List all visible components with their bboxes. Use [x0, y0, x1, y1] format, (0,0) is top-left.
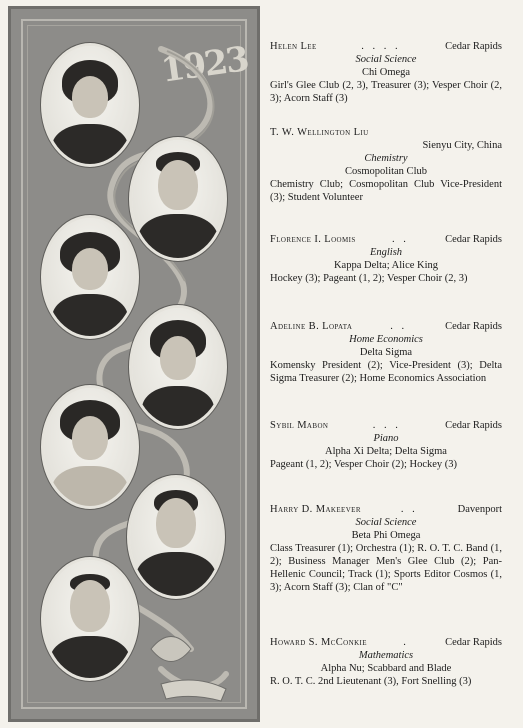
- portrait-adeline-lopata: [129, 305, 227, 429]
- entry-harry-makeever: [270, 503, 502, 594]
- entry-major: Piano: [373, 433, 399, 444]
- entry-major: Social Science: [355, 54, 417, 65]
- entry-howard-mcconkie: [270, 636, 502, 688]
- entry-name: Helen Lee: [270, 41, 317, 52]
- entry-orgs: Beta Phi Omega: [351, 530, 421, 541]
- entry-orgs: Chi Omega: [361, 67, 411, 78]
- entry-activities: Pageant (1, 2); Vesper Choir (2); Hockey (3): [270, 459, 458, 470]
- leader-dots: . .: [391, 234, 409, 245]
- entry-city: Davenport: [457, 504, 502, 515]
- entry-name: Howard S. McConkie: [270, 637, 367, 648]
- portrait-howard-mcconkie: [41, 557, 139, 681]
- entry-activities: R. O. T. C. 2nd Lieutenant (3), Fort Snelling (3): [270, 676, 472, 687]
- entry-major: Social Science: [355, 517, 417, 528]
- entry-orgs: Cosmopolitan Club: [345, 166, 427, 177]
- entry-city: Cedar Rapids: [445, 234, 502, 245]
- entry-activities: Chemistry Club; Cosmopolitan Club Vice-President (3); Student Volunteer: [270, 179, 502, 203]
- portrait-helen-lee: [41, 43, 139, 167]
- entry-city: Cedar Rapids: [445, 41, 502, 52]
- entry-major: Chemistry: [364, 153, 408, 164]
- entry-name: T. W. Wellington Liu: [270, 127, 369, 138]
- entry-name: Adeline B. Lopata: [270, 321, 353, 332]
- entry-city: Cedar Rapids: [445, 637, 502, 648]
- entry-name: Sybil Mabon: [270, 420, 329, 431]
- portrait-panel: [8, 6, 260, 722]
- entry-orgs: Alpha Nu; Scabbard and Blade: [320, 663, 452, 674]
- entry-orgs: Delta Sigma: [359, 347, 413, 358]
- entry-activities: Girl's Glee Club (2, 3), Treasurer (3); Vesper Choir (2, 3); Acorn Staff (3): [270, 80, 502, 104]
- entry-name: Florence I. Loomis: [270, 234, 356, 245]
- entry-city: Cedar Rapids: [445, 321, 502, 332]
- leader-dots: . .: [400, 504, 418, 515]
- leader-dots: . . . .: [361, 41, 401, 52]
- leader-dots: . .: [390, 321, 408, 332]
- entry-city: Sienyu City, China: [422, 140, 502, 151]
- year-mark: 1923: [158, 39, 251, 91]
- entry-orgs: Kappa Delta; Alice King: [333, 260, 439, 271]
- entry-helen-lee: [270, 40, 502, 105]
- entry-orgs: Alpha Xi Delta; Delta Sigma: [325, 446, 447, 457]
- entry-major: English: [369, 247, 403, 258]
- portrait-harry-makeever: [127, 475, 225, 599]
- entry-activities: Class Treasurer (1); Orchestra (1); R. O. T. C. Band (1, 2); Business Manager Men's Glee Club (2); Pan-Hellenic Council; Track (1); Sports Editor Cosmos (1, 3); Acorn Staff (3); Clan of "C": [270, 543, 502, 593]
- leader-dots: . . .: [372, 420, 401, 431]
- entry-activities: Hockey (3); Pageant (1, 2); Vesper Choir (2, 3): [270, 273, 468, 284]
- entry-activities: Komensky President (2); Vice-President (3); Delta Sigma Treasurer (2); Home Economics Association: [270, 360, 502, 384]
- entry-city: Cedar Rapids: [445, 420, 502, 431]
- portrait-sybil-mabon: [41, 385, 139, 509]
- entry-name: Harry D. Makeever: [270, 504, 361, 515]
- entry-sybil-mabon: [270, 419, 502, 471]
- entry-major: Home Economics: [349, 334, 423, 345]
- leader-dots: .: [403, 637, 409, 648]
- entry-adeline-lopata: [270, 320, 502, 385]
- portrait-wellington-liu: [129, 137, 227, 261]
- leader-dots: [369, 126, 502, 139]
- portrait-florence-loomis: [41, 215, 139, 339]
- entry-florence-loomis: [270, 233, 502, 285]
- entry-major: Mathematics: [358, 650, 414, 661]
- entry-wellington-liu: [270, 126, 502, 204]
